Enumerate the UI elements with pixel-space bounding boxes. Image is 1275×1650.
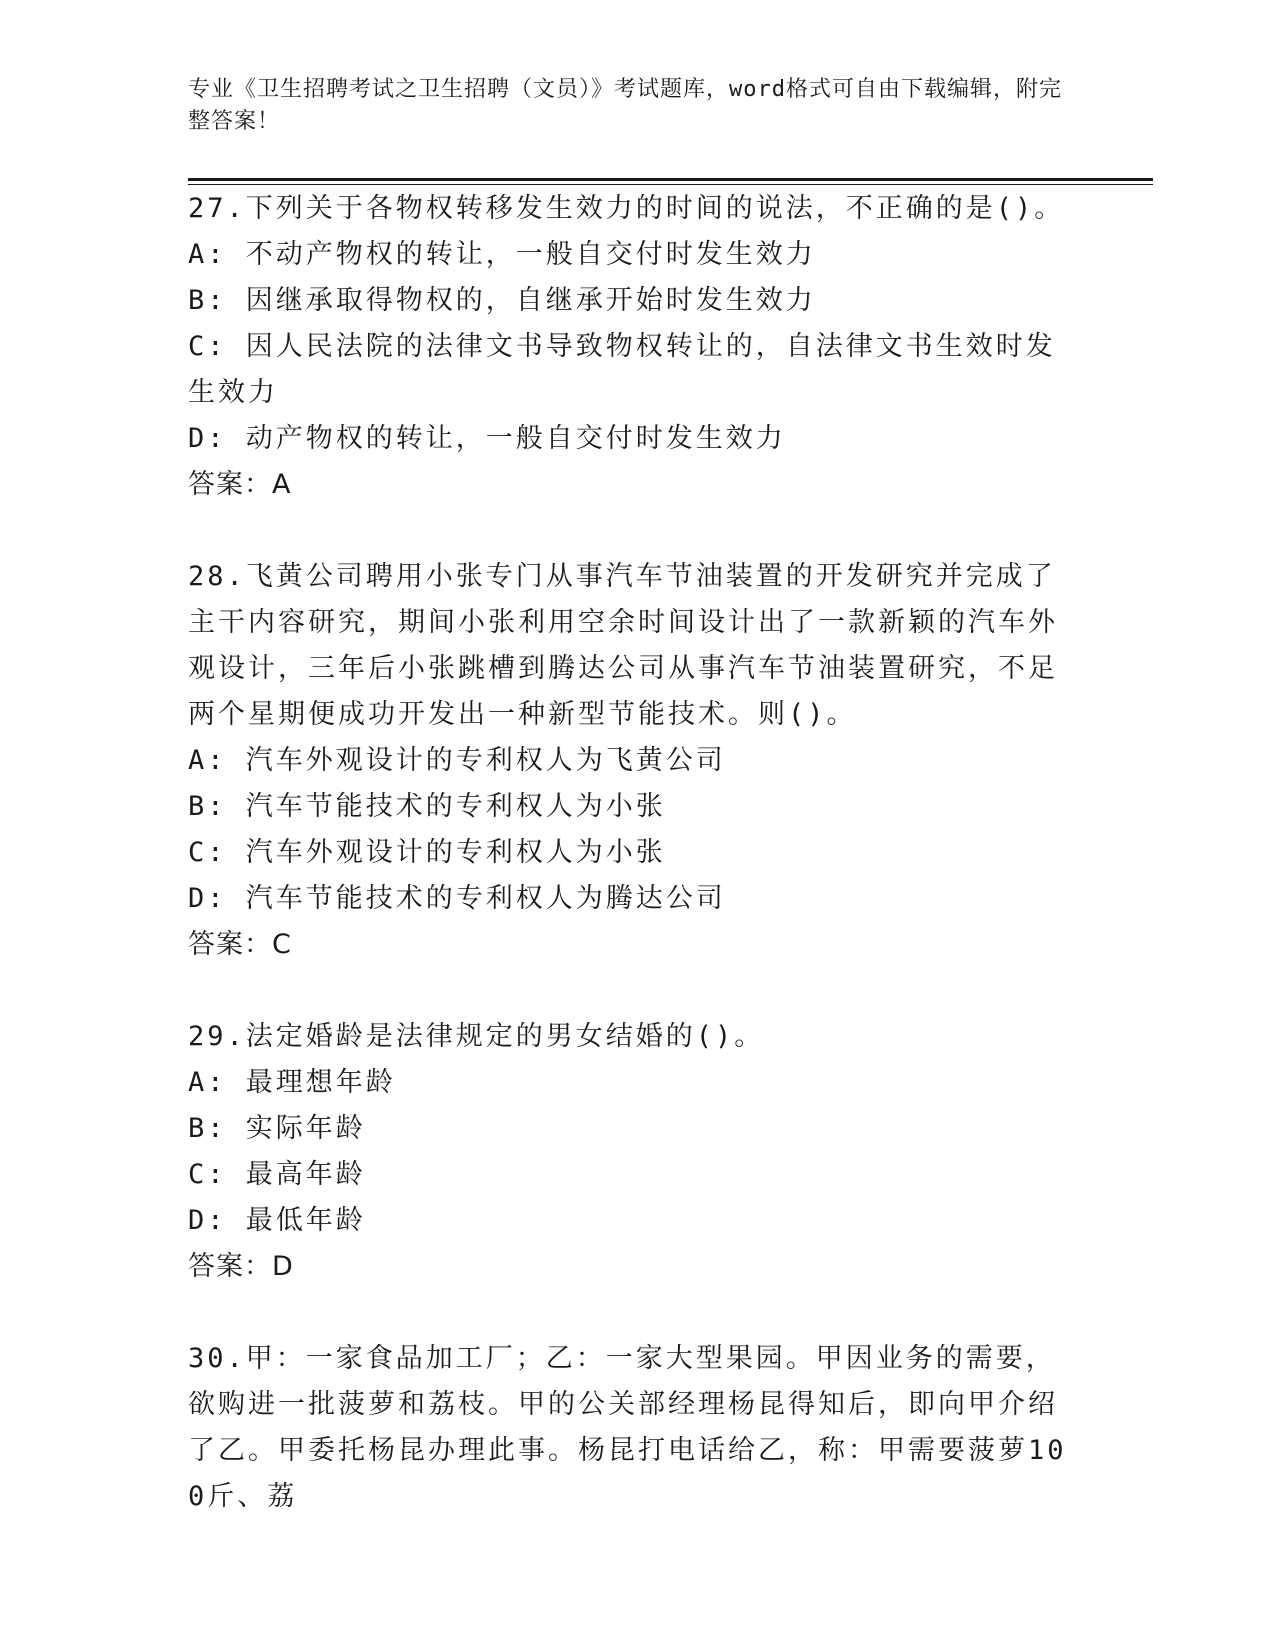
question-stem: 29.法定婚龄是法律规定的男女结婚的()。 xyxy=(188,1021,765,1052)
answer-line: 答案：A xyxy=(188,469,292,500)
header-text: 专业《卫生招聘考试之卫生招聘（文员）》考试题库，word格式可自由下载编辑，附完整答案！ xyxy=(188,77,1062,134)
option-d: D: 动产物权的转让，一般自交付时发生效力 xyxy=(188,423,786,454)
option-b: B: 实际年龄 xyxy=(188,1113,366,1144)
header-divider-thick xyxy=(188,178,1153,181)
question-30 xyxy=(188,1336,1068,1520)
option-a: A: 最理想年龄 xyxy=(188,1067,396,1098)
option-b: B: 汽车节能技术的专利权人为小张 xyxy=(188,791,666,822)
answer-line: 答案：D xyxy=(188,1251,294,1282)
option-a: A: 汽车外观设计的专利权人为飞黄公司 xyxy=(188,745,726,776)
option-b: B: 因继承取得物权的，自继承开始时发生效力 xyxy=(188,285,816,316)
question-29 xyxy=(188,1014,1068,1290)
question-stem: 27.下列关于各物权转移发生效力的时间的说法，不正确的是()。 xyxy=(188,193,1065,224)
question-28 xyxy=(188,554,1068,968)
option-a: A: 不动产物权的转让，一般自交付时发生效力 xyxy=(188,239,816,270)
document-header xyxy=(188,74,1068,138)
option-d: D: 最低年龄 xyxy=(188,1205,366,1236)
question-stem: 28.飞黄公司聘用小张专门从事汽车节油装置的开发研究并完成了主干内容研究，期间小张利用空余时间设计出了一款新颖的汽车外观设计，三年后小张跳槽到腾达公司从事汽车节油装置研究，不足两个星期便成功开发出一种新型节能技术。则()。 xyxy=(188,561,1058,730)
question-list xyxy=(188,186,1068,1566)
option-c: C: 因人民法院的法律文书导致物权转让的，自法律文书生效时发生效力 xyxy=(188,331,1056,408)
header-divider-thin xyxy=(188,184,1153,185)
option-c: C: 最高年龄 xyxy=(188,1159,366,1190)
answer-line: 答案：C xyxy=(188,929,292,960)
option-c: C: 汽车外观设计的专利权人为小张 xyxy=(188,837,666,868)
question-27 xyxy=(188,186,1068,508)
question-stem: 30.甲：一家食品加工厂；乙：一家大型果园。甲因业务的需要，欲购进一批菠萝和荔枝。甲的公关部经理杨昆得知后，即向甲介绍了乙。甲委托杨昆办理此事。杨昆打电话给乙，称：甲需要菠萝100斤、荔 xyxy=(188,1343,1067,1512)
option-d: D: 汽车节能技术的专利权人为腾达公司 xyxy=(188,883,726,914)
